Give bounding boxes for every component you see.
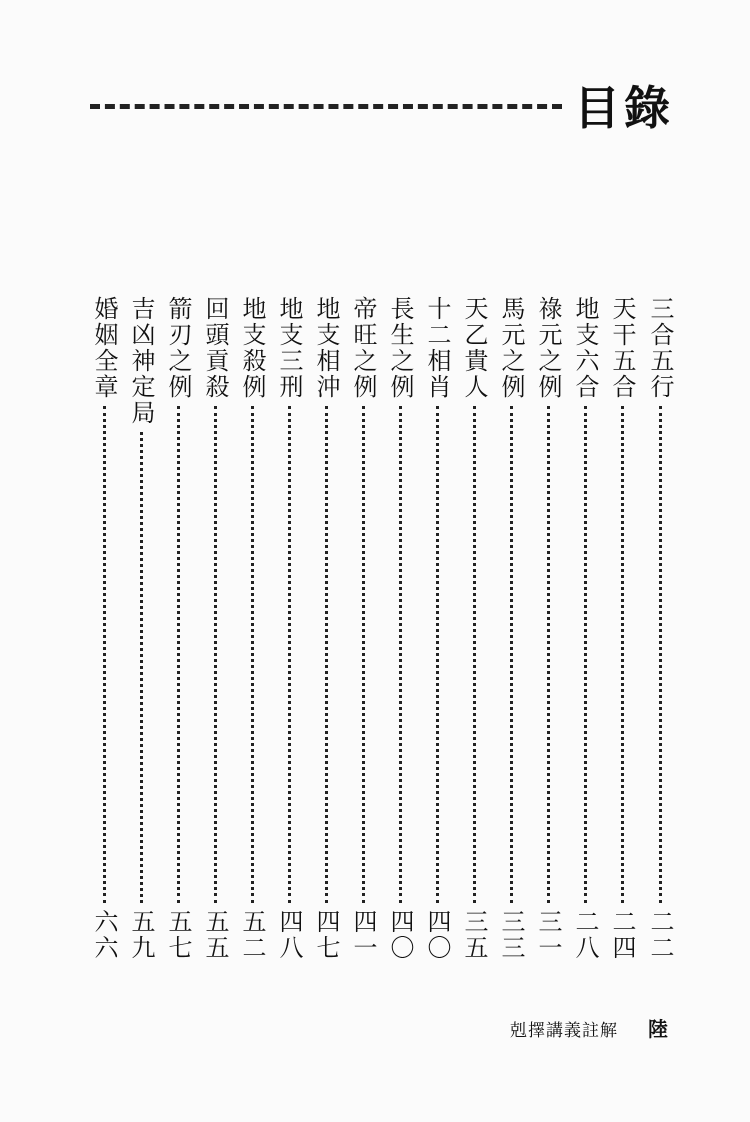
leader-dots [103, 406, 106, 903]
entry-page: 四〇 [386, 909, 414, 961]
leader-dots [510, 406, 513, 903]
toc-heading: 目錄 [574, 81, 674, 135]
toc-entry[interactable] [86, 296, 122, 961]
toc-entry[interactable] [345, 296, 381, 961]
leader-dots [621, 406, 624, 903]
running-footer: 剋擇講義註解 [510, 1021, 618, 1041]
entry-page: 五九 [127, 909, 155, 961]
entry-page: 六六 [90, 909, 118, 961]
entry-title: 長生之例 [386, 296, 414, 400]
entry-page: 三五 [460, 909, 488, 961]
toc-entry[interactable] [382, 296, 418, 961]
entry-page: 四一 [349, 909, 377, 961]
entry-title: 天干五合 [608, 296, 636, 400]
table-of-contents [0, 296, 750, 966]
toc-entry[interactable] [530, 296, 566, 961]
leader-dots [473, 406, 476, 903]
entry-page: 二八 [571, 909, 599, 961]
entry-title: 帝旺之例 [349, 296, 377, 400]
toc-entry[interactable] [123, 296, 159, 961]
entry-page: 五二 [238, 909, 266, 961]
entry-title: 祿元之例 [534, 296, 562, 400]
entry-page: 四〇 [423, 909, 451, 961]
entry-page: 三三 [497, 909, 525, 961]
leader-dots [362, 406, 365, 903]
toc-entry[interactable] [604, 296, 640, 961]
entry-title: 婚姻全章 [90, 296, 118, 400]
entry-page: 四八 [275, 909, 303, 961]
leader-dots [140, 432, 143, 903]
toc-entry[interactable] [271, 296, 307, 961]
leader-dots [659, 406, 662, 903]
leader-dots [251, 406, 254, 903]
title-rule [90, 104, 562, 109]
entry-title: 馬元之例 [497, 296, 525, 400]
leader-dots [288, 406, 291, 903]
toc-entry[interactable] [419, 296, 455, 961]
entry-title: 地支相沖 [312, 296, 340, 400]
entry-title: 十二相肖 [423, 296, 451, 400]
leader-dots [436, 406, 439, 903]
leader-dots [177, 406, 180, 903]
entry-page: 五七 [164, 909, 192, 961]
toc-entry[interactable] [160, 296, 196, 961]
entry-page: 三一 [534, 909, 562, 961]
leader-dots [214, 406, 217, 903]
toc-entry[interactable] [308, 296, 344, 961]
page-number: 陸 [648, 1017, 668, 1041]
toc-entry[interactable] [493, 296, 529, 961]
entry-title: 地支殺例 [238, 296, 266, 400]
entry-page: 二二 [646, 909, 674, 961]
entry-title: 箭刃之例 [164, 296, 192, 400]
entry-page: 五五 [201, 909, 229, 961]
entry-title: 地支三刑 [275, 296, 303, 400]
entry-title: 地支六合 [571, 296, 599, 400]
toc-entry[interactable] [567, 296, 603, 961]
leader-dots [547, 406, 550, 903]
leader-dots [325, 406, 328, 903]
entry-title: 回頭貢殺 [201, 296, 229, 400]
leader-dots [584, 406, 587, 903]
entry-title: 吉凶神定局 [127, 296, 155, 426]
entry-page: 四七 [312, 909, 340, 961]
toc-entry[interactable] [642, 296, 678, 961]
toc-entry[interactable] [456, 296, 492, 961]
entry-page: 二四 [608, 909, 636, 961]
entry-title: 天乙貴人 [460, 296, 488, 400]
entry-title: 三合五行 [646, 296, 674, 400]
toc-entry[interactable] [234, 296, 270, 961]
toc-entry[interactable] [197, 296, 233, 961]
leader-dots [399, 406, 402, 903]
